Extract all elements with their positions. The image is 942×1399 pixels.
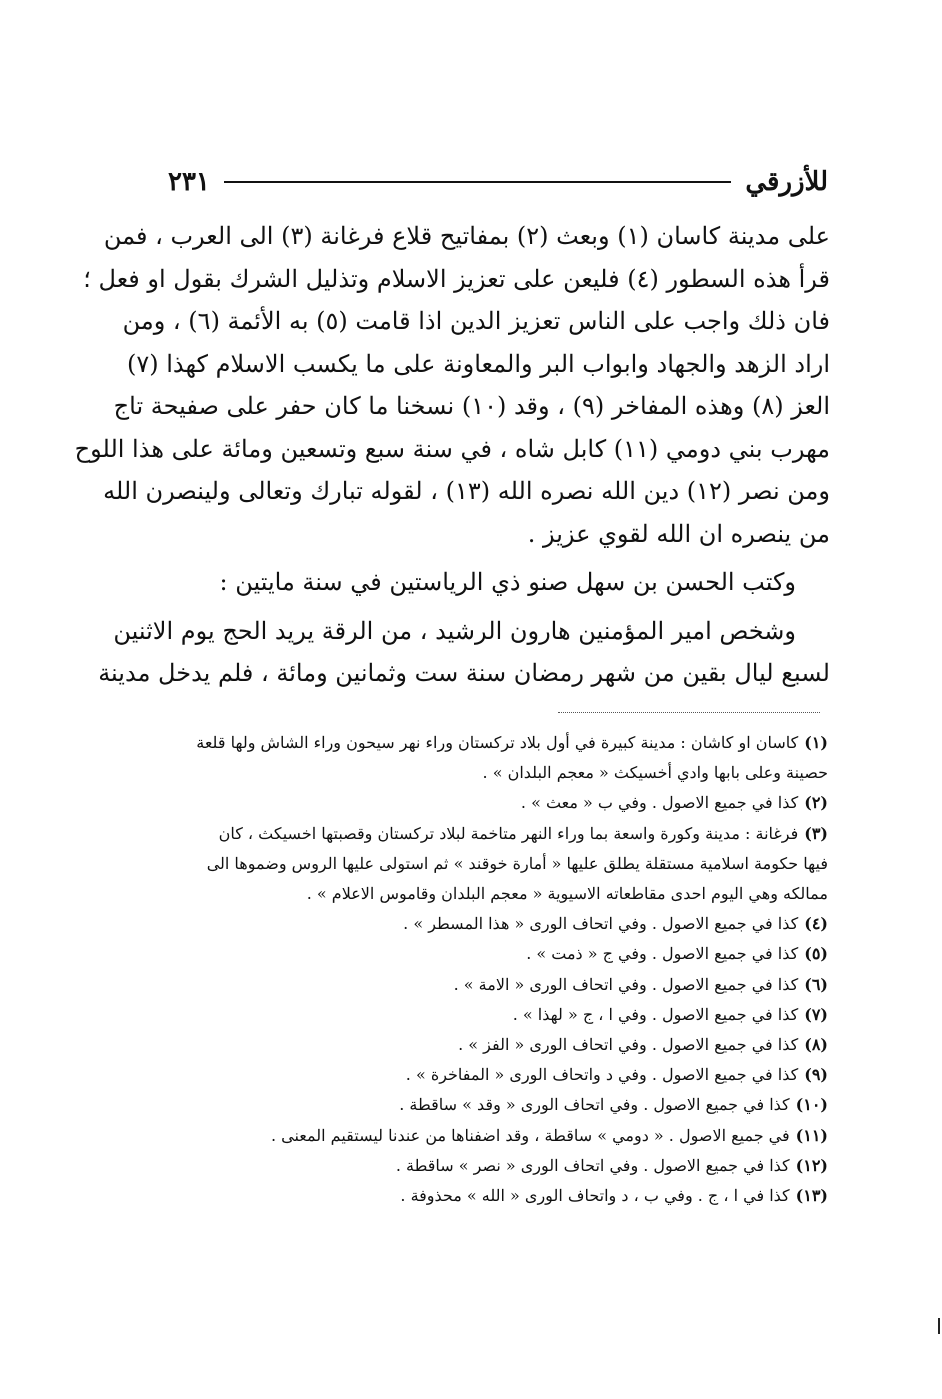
- footnote-2: [160, 788, 828, 818]
- footnote-number: (٣): [804, 823, 828, 843]
- body-line: فان ذلك واجب على الناس تعزيز الدين اذا قامت (٥) به الأئمة (٦) ، ومن: [122, 307, 830, 335]
- paragraph-heading-line: وكتب الحسن بن سهل صنو ذي الرياستين في سنة مايتين :: [219, 568, 796, 596]
- footnote-number: (٦): [804, 974, 828, 994]
- footnote-number: (٤): [804, 914, 828, 934]
- footnotes: [160, 728, 828, 1211]
- footnote-11: [160, 1121, 828, 1151]
- footnote-number: (٩): [804, 1065, 828, 1085]
- running-header: [168, 160, 828, 204]
- body-text: [74, 215, 830, 695]
- footnote-text: فيها حكومة اسلامية مستقلة يطلق عليها « أمارة خوقند » ثم استولى عليها الروس وضموها الى: [206, 853, 828, 873]
- footnote-10: [160, 1090, 828, 1120]
- footnote-number: (١٢): [795, 1155, 828, 1175]
- body-line: قرأ هذه السطور (٤) فليعن على تعزيز الاسلام وتذليل الشرك بقول او فعل ؛: [83, 264, 830, 293]
- running-title: للأزرقي: [745, 167, 828, 197]
- body-line: وشخص امير المؤمنين هارون الرشيد ، من الرقة يريد الحج يوم الاثنين: [113, 616, 796, 645]
- body-line: على مدينة كاسان (١) وبعث (٢) بمفاتيح قلاع فرغانة (٣) الى العرب ، فمن: [103, 222, 830, 250]
- footnote-3: [160, 819, 828, 910]
- footnote-text: في جميع الاصول . « دومي » ساقطة ، وقد اضفناها من عندنا ليستقيم المعنى .: [270, 1125, 790, 1145]
- footnote-text: حصينة وعلى بابها وادي أخسيكث « معجم البلدان » .: [482, 763, 828, 783]
- footnote-text: كذا في ا ، ج . وفي ب ، د واتحاف الورى « الله » محذوفة .: [400, 1186, 790, 1206]
- body-line: من ينصره ان الله لقوي عزيز .: [527, 519, 830, 548]
- footnote-4: [160, 909, 828, 939]
- footnote-8: [160, 1030, 828, 1060]
- footnote-number: (١١): [795, 1125, 828, 1145]
- footnote-7: [160, 1000, 828, 1030]
- footnote-text: كذا في جميع الاصول . وفي د واتحاف الورى « المفاخرة » .: [405, 1065, 799, 1085]
- footnote-6: [160, 970, 828, 1000]
- body-line: ومن نصر (١٢) دين الله نصره الله (١٣) ، لقوله تبارك وتعالى ولينصرن الله: [103, 477, 830, 505]
- footnote-13: [160, 1181, 828, 1211]
- header-rule: [224, 181, 731, 183]
- footnote-1: [160, 728, 828, 788]
- footnote-separator: [558, 712, 820, 713]
- footnote-text: كذا في جميع الاصول . وفي اتحاف الورى « نصر » ساقطة .: [395, 1155, 790, 1175]
- footnote-number: (١٠): [795, 1095, 828, 1115]
- footnote-text: كذا في جميع الاصول . وفي اتحاف الورى « الامة » .: [453, 974, 799, 994]
- footnote-text: كذا في جميع الاصول . وفي ا ، ج « لهذا » .: [512, 1004, 799, 1024]
- footnote-text: كذا في جميع الاصول . وفي ب « معث » .: [520, 793, 799, 813]
- footnote-5: [160, 939, 828, 969]
- footnote-text: كذا في جميع الاصول . وفي ج « ذمت » .: [526, 944, 799, 964]
- page-number: ٢٣١: [168, 167, 210, 197]
- footnote-12: [160, 1151, 828, 1181]
- footnote-text: كذا في جميع الاصول . وفي اتحاف الورى « الفز » .: [458, 1035, 799, 1055]
- body-line: اراد الزهد والجهاد وابواب البر والمعاونة على ما يكسب الاسلام كهذا (٧): [126, 349, 830, 378]
- footnote-text: كذا في جميع الاصول . وفي اتحاف الورى « هذا المسطر » .: [403, 914, 799, 934]
- footnote-text: فرغانة : مدينة وكورة واسعة بما وراء النهر متاخمة لبلاد تركستان وقصبتها اخسيكث ، كان: [218, 823, 799, 843]
- footnote-number: (١): [804, 733, 828, 752]
- body-line: مهرب بني دومي (١١) كابل شاه ، في سنة سبع وتسعين ومائة على هذا اللوح: [74, 434, 830, 463]
- footnote-number: (١٣): [795, 1186, 828, 1206]
- body-line: لسبع ليال بقين من شهر رمضان سنة ست وثمانين ومائة ، فلم يدخل مدينة: [98, 659, 830, 687]
- footnote-number: (٨): [804, 1035, 828, 1055]
- footnote-number: (٥): [804, 944, 828, 964]
- footnote-text: كذا في جميع الاصول . وفي اتحاف الورى « وقد » ساقطة .: [399, 1095, 790, 1115]
- body-line: العز (٨) وهذه المفاخر (٩) ، وقد (١٠) نسخنا ما كان حفر على صفيحة تاج: [113, 392, 830, 420]
- footnote-number: (٧): [804, 1004, 828, 1024]
- footnote-number: (٢): [804, 793, 828, 813]
- footnote-9: [160, 1060, 828, 1090]
- footnote-text: كاسان او كاشان : مدينة كبيرة في أول بلاد تركستان وراء نهر سيحون وراء الشاش ولها قلعة: [196, 733, 799, 752]
- margin-mark: [938, 1318, 940, 1334]
- footnote-text: ممالكه وهي اليوم احدى مقاطعاته الاسيوية « معجم البلدان وقاموس الاعلام » .: [306, 884, 828, 904]
